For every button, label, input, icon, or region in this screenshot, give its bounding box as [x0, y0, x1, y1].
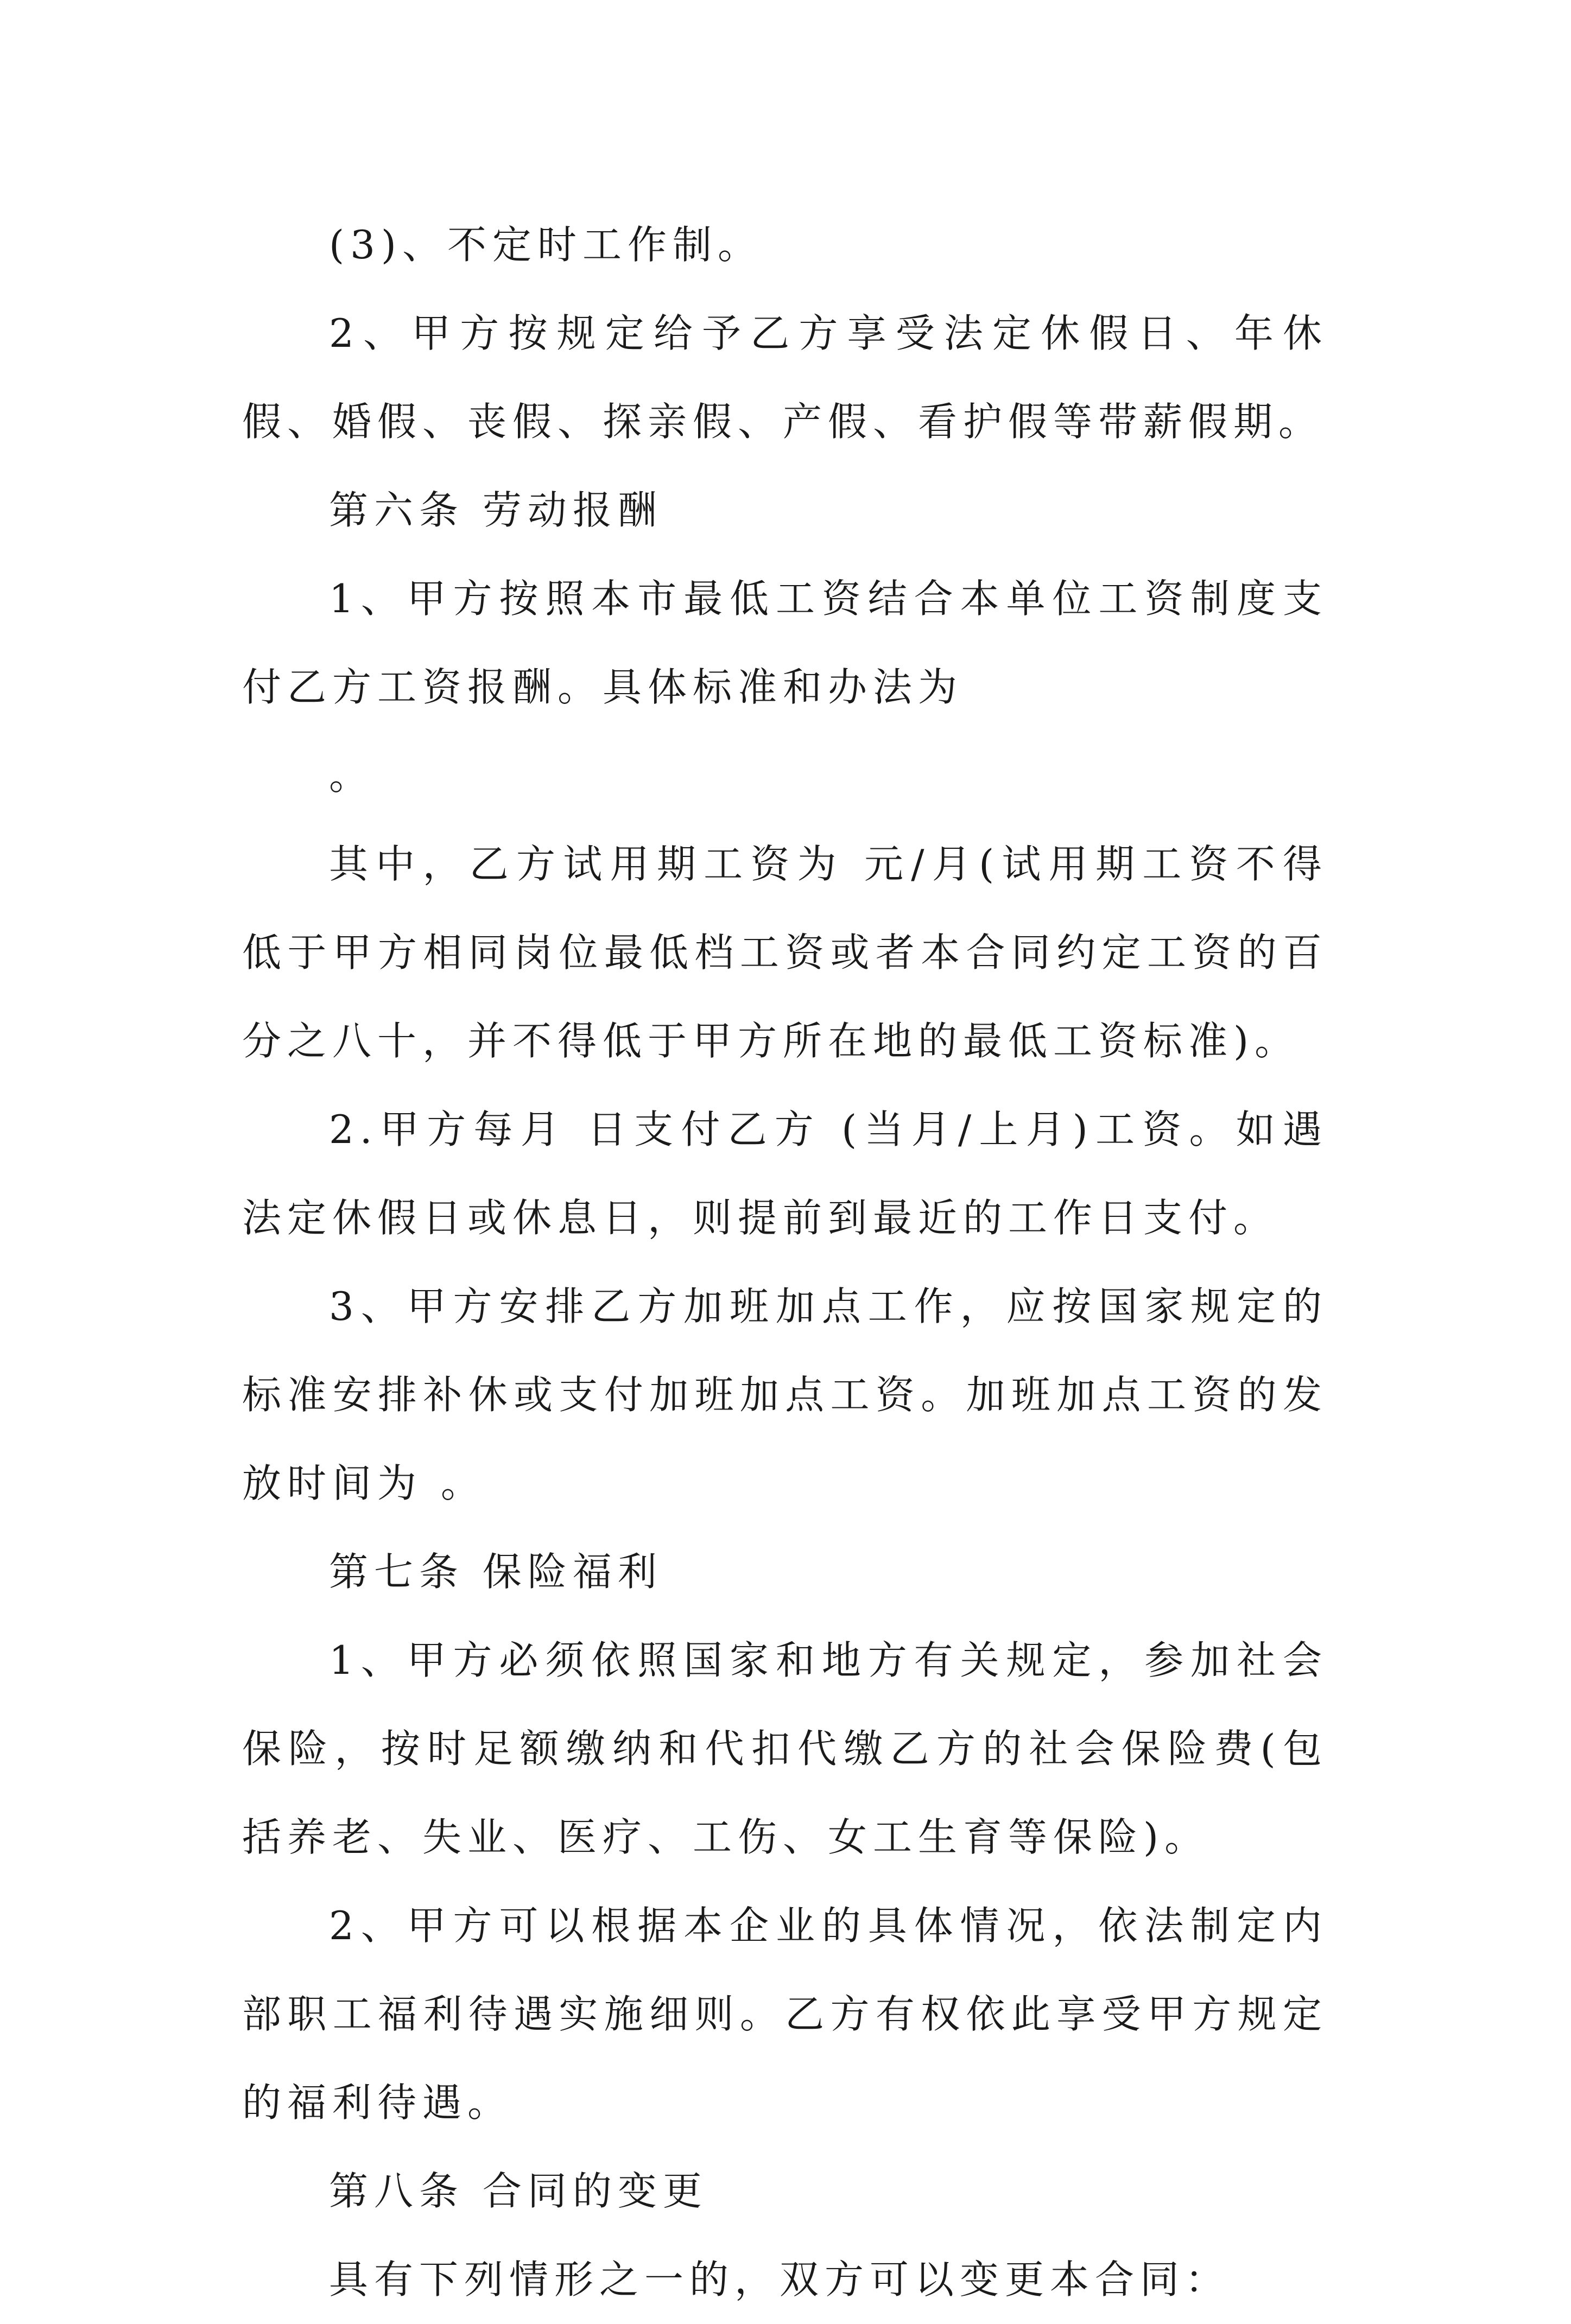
paragraph-overtime: 3、甲方安排乙方加班加点工作，应按国家规定的标准安排补休或支付加班加点工资。加班加点工资的发放时间为 。 [242, 1284, 1328, 1506]
section-heading-article-7: 第七条 保险福利 [329, 1549, 663, 1595]
paragraph-work-system: (3)、不定时工作制。 [329, 222, 763, 268]
section-heading-article-8: 第八条 合同的变更 [329, 2168, 708, 2214]
paragraph-probation-salary: 其中，乙方试用期工资为 元/月(试用期工资不得低于甲方相同岗位最低档工资或者本合同约定工资的百分之八十，并不得低于甲方所在地的最低工资标准)。 [242, 841, 1328, 1064]
paragraph-change-conditions: 具有下列情形之一的，双方可以变更本合同： [329, 2257, 1231, 2302]
paragraph-blank-period: 。 [329, 753, 375, 798]
paragraph-paid-leave: 2、甲方按规定给予乙方享受法定休假日、年休假、婚假、丧假、探亲假、产假、看护假等带薪假期。 [242, 310, 1328, 445]
section-heading-article-6: 第六条 劳动报酬 [329, 487, 663, 533]
paragraph-social-insurance: 1、甲方必须依照国家和地方有关规定，参加社会保险，按时足额缴纳和代扣代缴乙方的社会保险费(包括养老、失业、医疗、工伤、女工生育等保险)。 [242, 1637, 1328, 1860]
document-body [242, 201, 1328, 2324]
paragraph-salary-standard: 1、甲方按照本市最低工资结合本单位工资制度支付乙方工资报酬。具体标准和办法为 [242, 576, 1328, 710]
paragraph-welfare: 2、甲方可以根据本企业的具体情况，依法制定内部职工福利待遇实施细则。乙方有权依此享受甲方规定的福利待遇。 [242, 1903, 1328, 2125]
paragraph-pay-day: 2.甲方每月 日支付乙方 (当月/上月)工资。如遇法定休假日或休息日，则提前到最近的工作日支付。 [242, 1107, 1328, 1241]
